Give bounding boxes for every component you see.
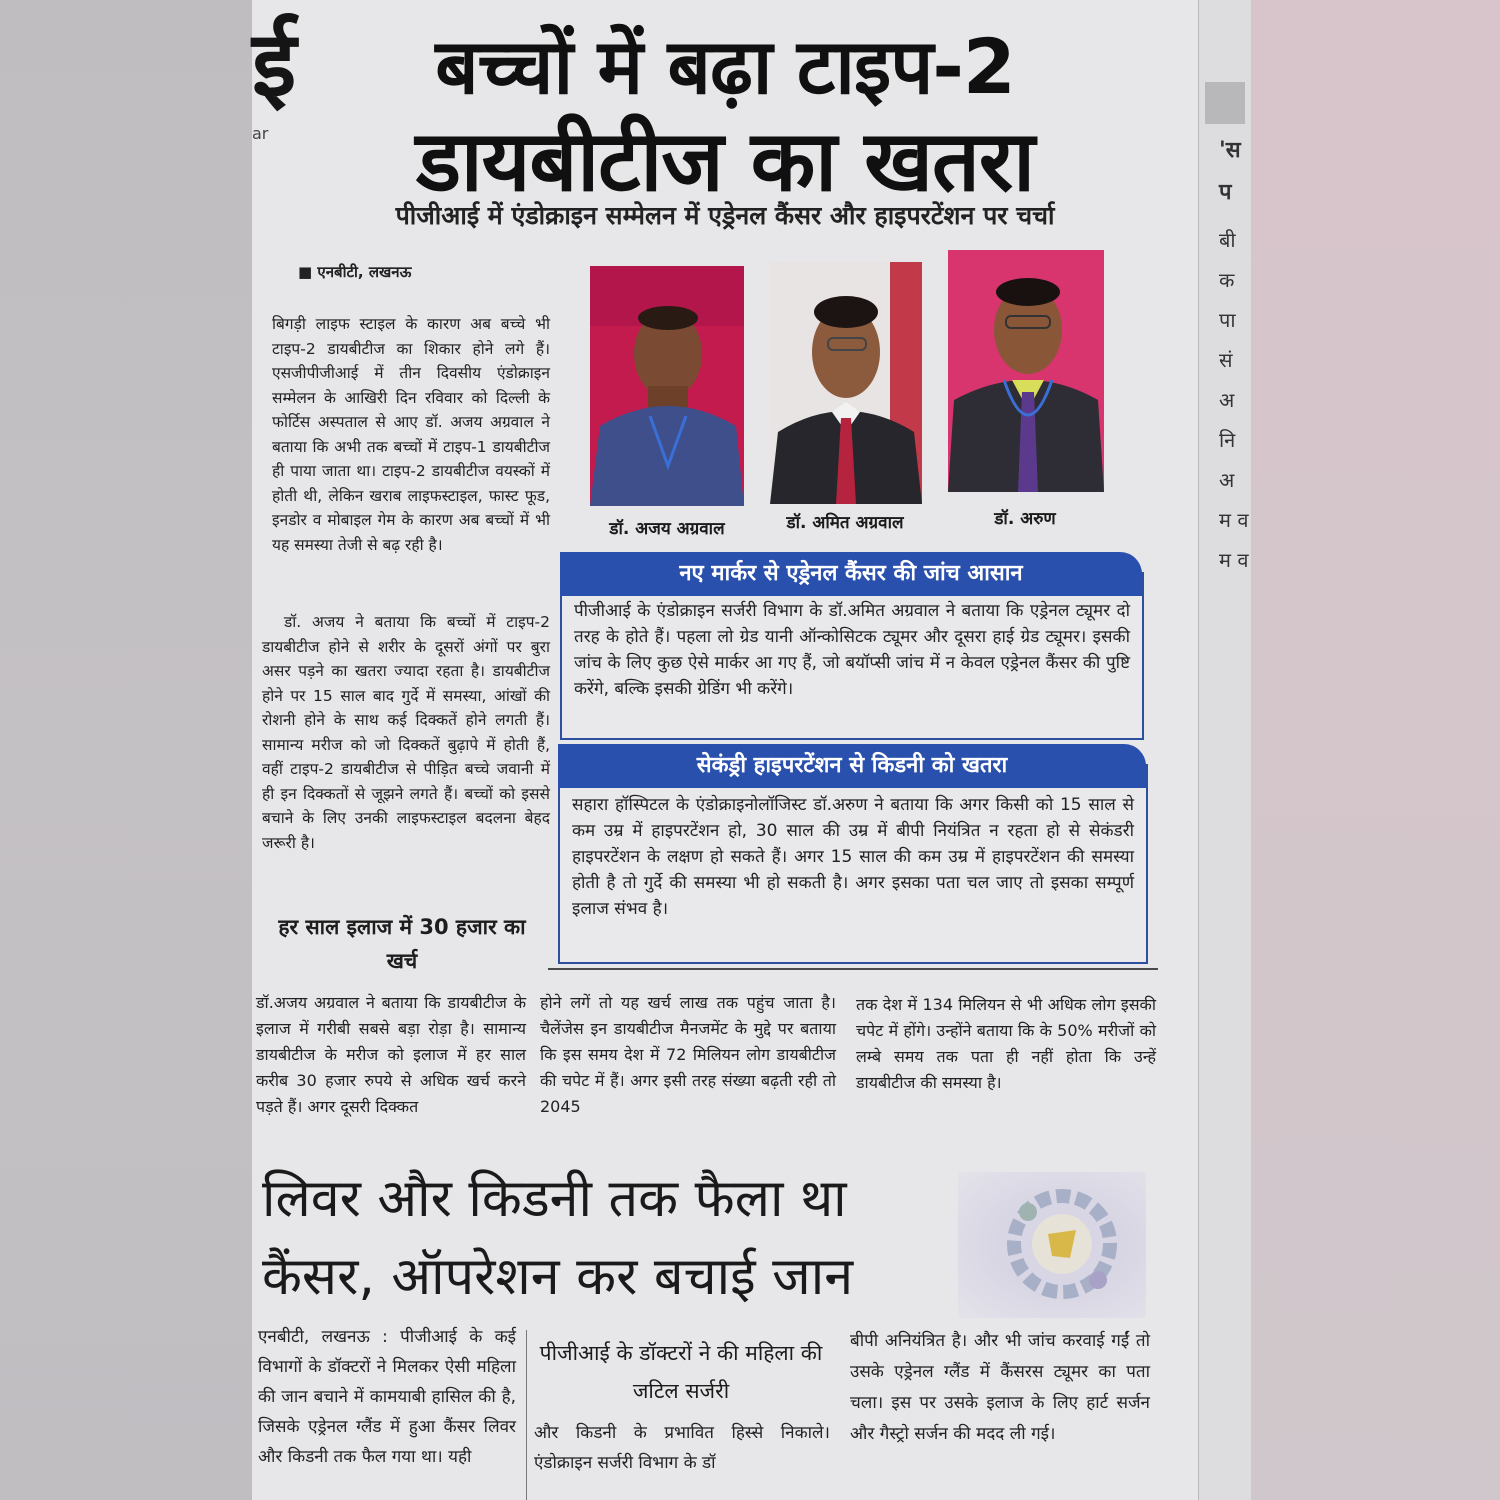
cost-subheading: हर साल इलाज में 30 हजार का खर्च bbox=[278, 915, 526, 973]
byline: ■ एनबीटी, लखनऊ bbox=[298, 263, 412, 281]
adjacent-page-letters: 'स प bbox=[1219, 138, 1241, 205]
decorative-graphic bbox=[958, 1172, 1146, 1318]
main-subheadline: पीजीआई में एंडोक्राइन सम्मेलन में एड्रेनल कैंसर और हाइपरटेंशन पर चर्चा bbox=[395, 201, 1055, 230]
info-box-hypertension-title: सेकंड्री हाइपरटेंशन से किडनी को खतरा bbox=[558, 744, 1146, 788]
main-headline-line2: डायबीटीज का खतरा bbox=[415, 112, 1035, 210]
info-box-adrenal-cancer bbox=[560, 561, 1144, 740]
cost-column-1: डॉ.अजय अग्रवाल ने बताया कि डायबीटीज के इलाज में गरीबी सबसे बड़ा रोड़ा है। सामान्य डायबीटीज के मरीज को इलाज में हर साल करीब 30 हजार रुपये से अधिक खर्च करने पड़ते हैं। अगर दूसरी दिक्कत bbox=[256, 993, 526, 1116]
article-paragraph-2: डॉ. अजय ने बताया कि बच्चों में टाइप-2 डायबीटीज होने से शरीर के दूसरों अंगों पर बुरा असर पड़ने का खतरा ज्यादा रहता है। डायबीटीज होने पर 15 साल बाद गुर्दे में समस्या, आंखों की रोशनी होने के साथ कई दिक्कतें होने लगती हैं। सामान्य मरीज को जो दिक्कतें बुढ़ापे में होती हैं, वहीं टाइप-2 डायबीटीज से पीड़ित बच्चे जवानी में ही इन दिक्कतों से जूझने लगते हैं। बच्चों को इससे बचाने के लिए उनकी लाइफस्टाइल बदलना बेहद जरूरी है। bbox=[262, 613, 550, 852]
cost-column-2: होने लगें तो यह खर्च लाख तक पहुंच जाता है। चैलेंजेस इन डायबीटीज मैनजमेंट के मुद्दे पर बताया कि इस समय देश में 72 मिलियन लोग डायबीटीज की चपेट में हैं। अगर इसी तरह संख्या बढ़ती रही तो 2045 bbox=[540, 993, 836, 1116]
adjacent-page-bar bbox=[1205, 82, 1245, 124]
second-story-column-2: और किडनी के प्रभावित हिस्से निकाले। एंडोक्राइन सर्जरी विभाग के डॉ bbox=[534, 1423, 830, 1473]
caption-dr-arun: डॉ. अरुण bbox=[994, 509, 1056, 529]
background-right bbox=[1250, 0, 1500, 1500]
main-headline bbox=[300, 20, 1150, 208]
cut-off-text: ar bbox=[252, 124, 269, 143]
photo-dr-amit bbox=[770, 262, 922, 504]
cut-off-headline-letter: ई bbox=[252, 12, 297, 117]
second-headline-line2: कैंसर, ऑपरेशन कर बचाई जान bbox=[262, 1247, 854, 1307]
info-box-adrenal-title: नए मार्कर से एड्रेनल कैंसर की जांच आसान bbox=[560, 552, 1142, 596]
second-story-column-3: बीपी अनियंत्रित है। और भी जांच करवाई गईं तो उसके एड्रेनल ग्लैंड में कैंसरस ट्यूमर का पता चला। इस पर उसके इलाज के लिए हार्ट सर्जन और गैस्ट्रो सर्जन की मदद ली गई। bbox=[850, 1331, 1150, 1444]
second-story-column-1: एनबीटी, लखनऊ : पीजीआई के कई विभागों के डॉक्टरों ने मिलकर ऐसी महिला की जान बचाने में कामयाबी हासिल की है, जिसके एड्रेनल ग्लैंड में हुआ कैंसर लिवर और किडनी तक फैल गया था। यही bbox=[258, 1327, 516, 1467]
caption-dr-amit: डॉ. अमित अग्रवाल bbox=[786, 513, 904, 533]
second-headline bbox=[262, 1160, 853, 1316]
info-box-adrenal-text: पीजीआई के एंडोक्राइन सर्जरी विभाग के डॉ.अमित अग्रवाल ने बताया कि एड्रेनल ट्यूमर दो तरह के होते हैं। पहला लो ग्रेड यानी ऑन्कोसिटक ट्यूमर और दूसरा हाई ग्रेड ट्यूमर। इसकी जांच के लिए कुछ ऐसे मार्कर आ गए हैं, जो बयॉप्सी जांच में न केवल एड्रेनल कैंसर की पुष्टि करेंगे, बल्कि इसकी ग्रेडिंग भी करेंगे। bbox=[574, 601, 1130, 699]
info-box-hypertension bbox=[558, 753, 1148, 964]
article-paragraph-1: बिगड़ी लाइफ स्टाइल के कारण अब बच्चे भी टाइप-2 डायबीटीज का शिकार होने लगे हैं। एसजीपीजीआई में तीन दिवसीय एंडोक्राइन सम्मेलन के आखिरी दिन रविवार को दिल्ली के फोर्टिस अस्पताल से आए डॉ. अजय अग्रवाल ने बताया कि अभी तक बच्चों में टाइप-1 डायबीटीज ही पाया जाता था। टाइप-2 डायबीटीज वयस्कों में होती थी, लेकिन खराब लाइफस्टाइल, फास्ट फूड, इनडोर व मोबाइल गेम के कारण अब बच्चों में भी यह समस्या तेजी से बढ़ रही है। bbox=[272, 315, 550, 554]
second-story-kicker: पीजीआई के डॉक्टरों ने की महिला की जटिल सर्जरी bbox=[539, 1341, 823, 1403]
info-box-hypertension-text: सहारा हॉस्पिटल के एंडोक्राइनोलॉजिस्ट डॉ.अरुण ने बताया कि अगर किसी को 15 साल से कम उम्र में हाइपरटेंशन हो, 30 साल की उम्र में बीपी नियंत्रित न रहता हो से सेकंडरी हाइपरटेंशन के लक्षण हो सकते हैं। अगर 15 साल की कम उम्र में हाइपरटेंशन की समस्या होती है तो गुर्दे की समस्या भी हो सकती है। अगर इसका पता चल जाए तो इसका सम्पूर्ण इलाज संभव है। bbox=[572, 795, 1134, 919]
column-divider bbox=[526, 1330, 527, 1500]
second-headline-line1: लिवर और किडनी तक फैला था bbox=[262, 1169, 847, 1229]
photo-dr-ajay bbox=[590, 266, 744, 506]
caption-dr-ajay: डॉ. अजय अग्रवाल bbox=[609, 519, 725, 539]
background-left bbox=[0, 0, 252, 1500]
cost-column-3: तक देश में 134 मिलियन से भी अधिक लोग इसकी चपेट में होंगे। उन्होंने बताया कि के 50% मरीजों को लम्बे समय तक पता ही नहीं होता कि उन्हें डायबीटीज की समस्या है। bbox=[856, 995, 1156, 1092]
ring-illustration bbox=[958, 1172, 1146, 1318]
section-rule bbox=[548, 968, 1158, 970]
adjacent-page-column: बी क पा सं अ नि अ म व म व bbox=[1219, 228, 1249, 572]
photo-dr-arun bbox=[948, 250, 1104, 492]
adjacent-page-strip bbox=[1198, 0, 1251, 1500]
main-headline-line1: बच्चों में बढ़ा टाइप-2 bbox=[435, 22, 1015, 111]
